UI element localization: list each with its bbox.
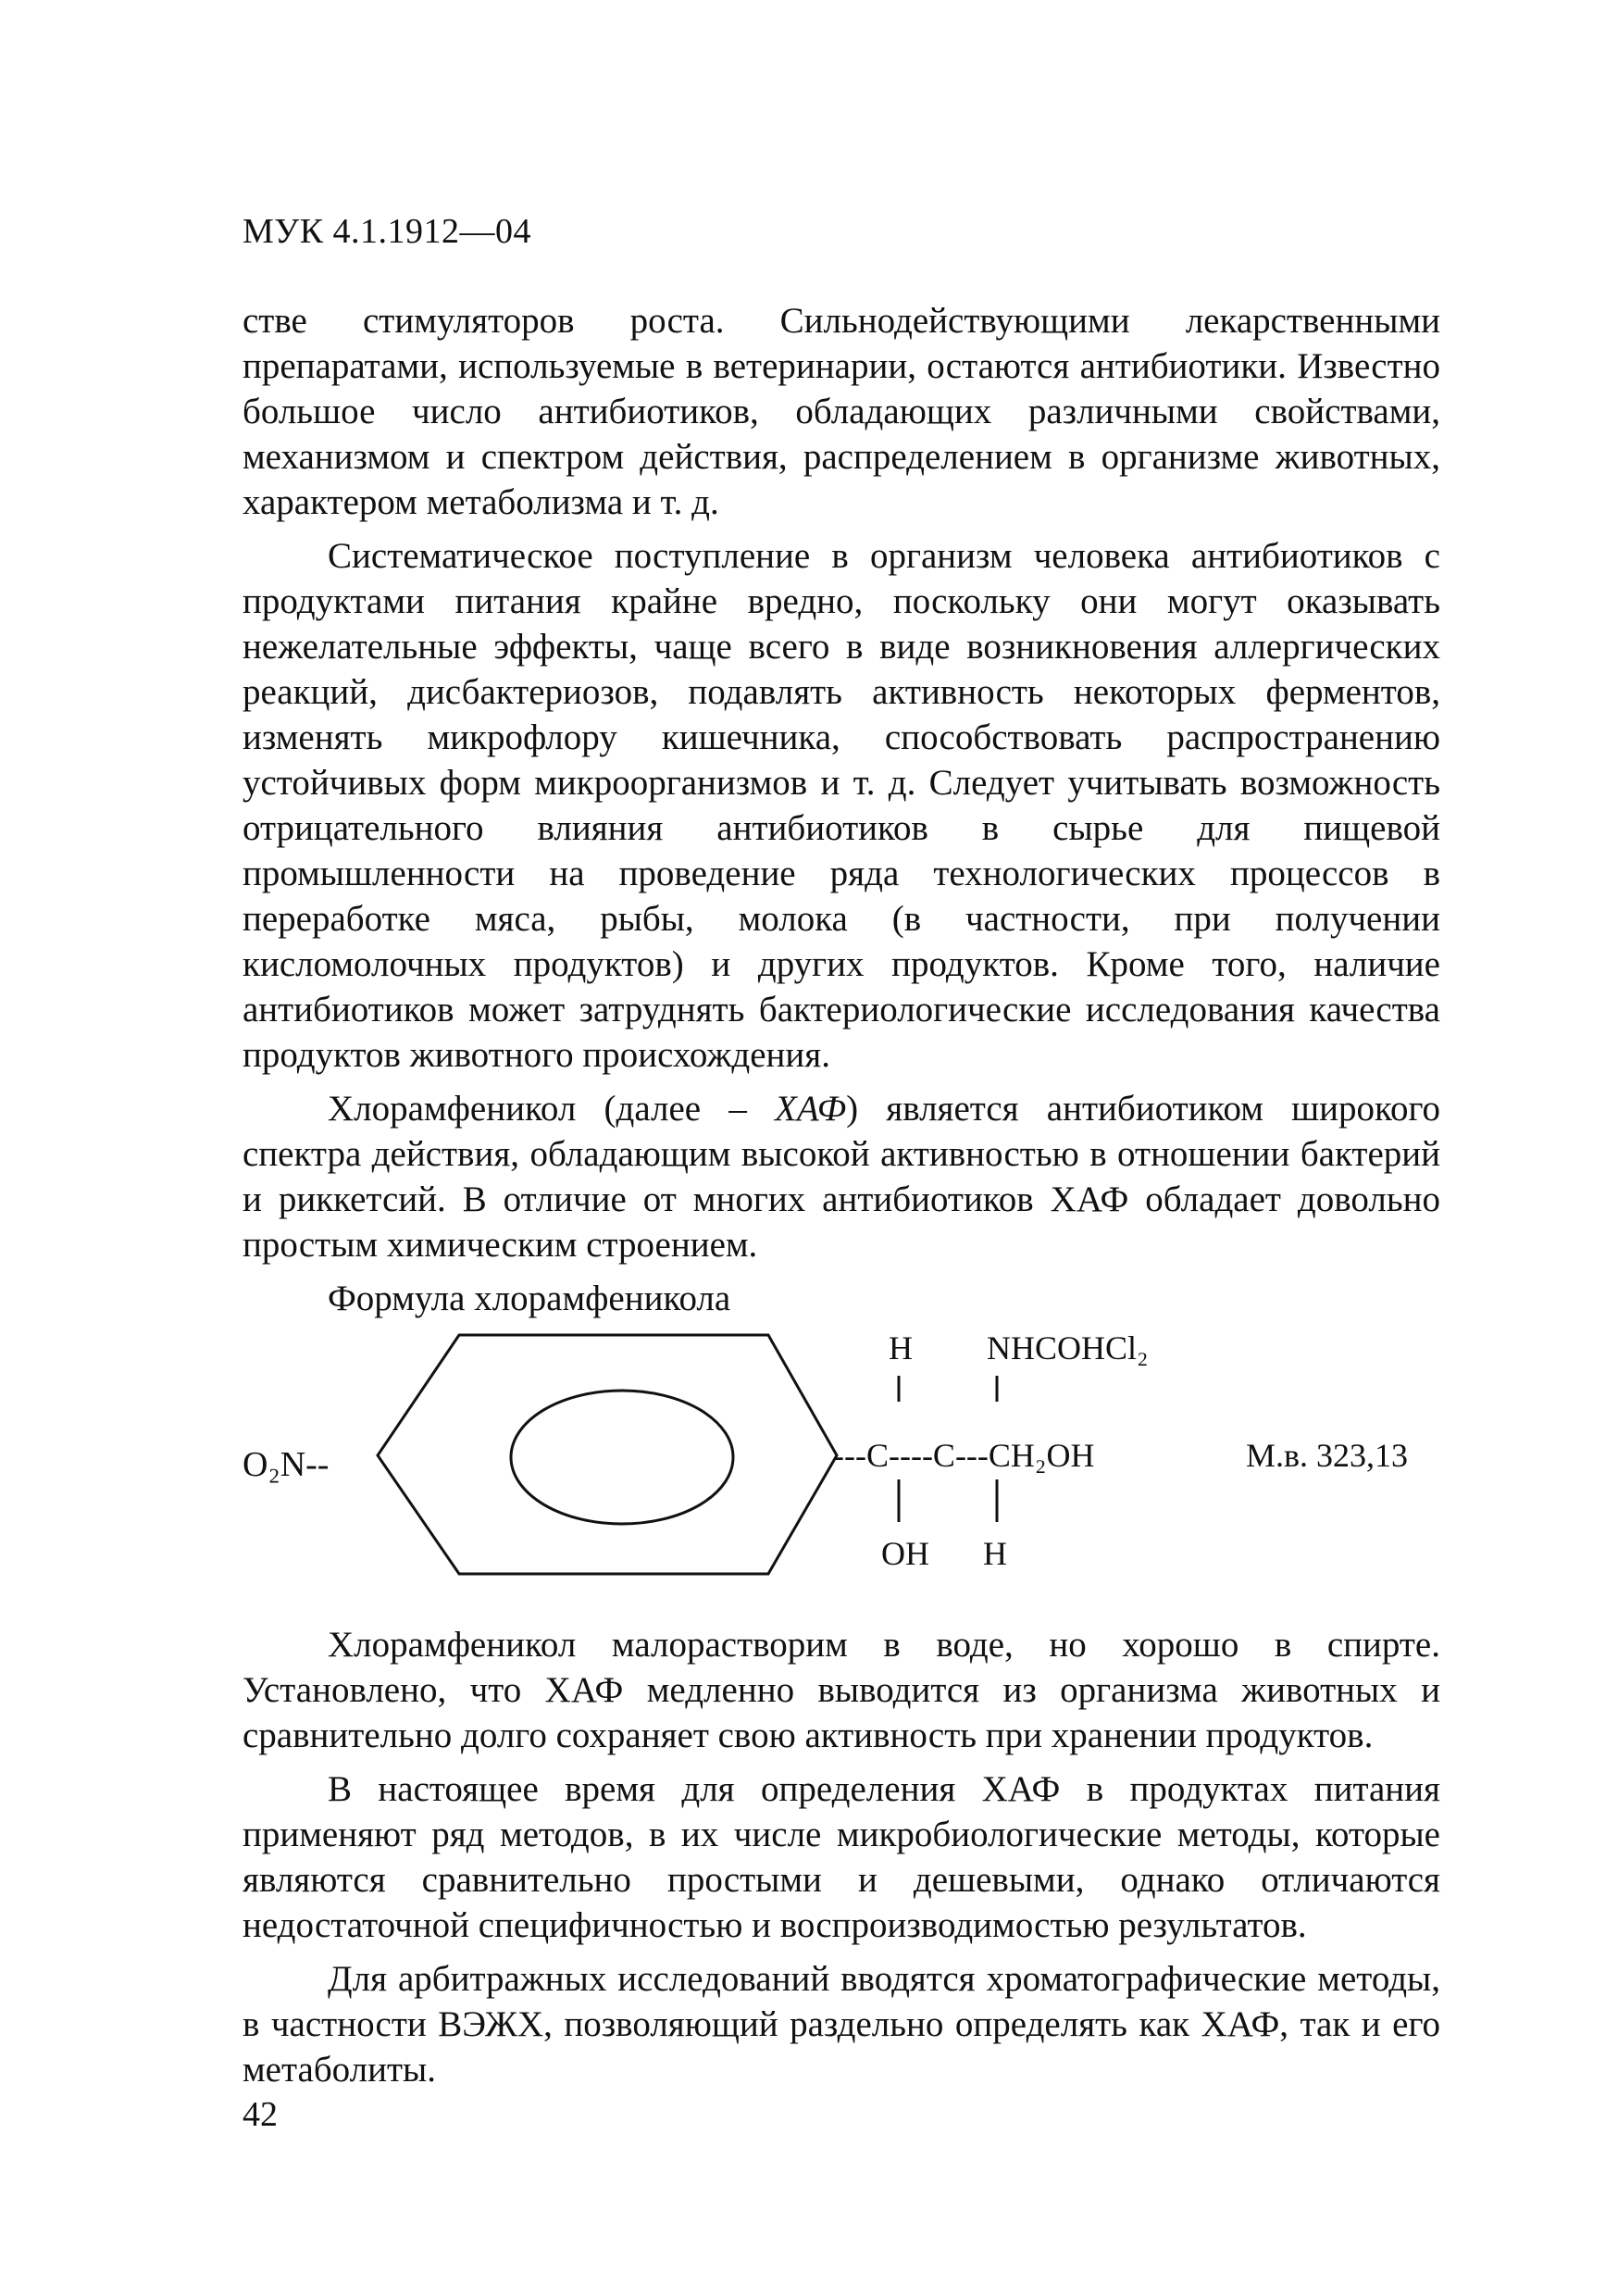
hap-abbreviation: ХАФ [775, 1089, 847, 1129]
paragraph-solubility: Хлорамфеникол малорастворим в воде, но хорошо в спирте. Установлено, что ХАФ медленно выводится из организма животных и сравнительно долго сохраняет свою активность при хранении продуктов. [243, 1625, 1440, 1755]
chloramphenicol-structural-formula [243, 1304, 1440, 1609]
formula-main-chain: ---C----C---CH₂OH [833, 1437, 1095, 1474]
paragraph-systematic-intake: Систематическое поступление в организм человека антибиотиков с продуктами питания крайне вредно, поскольку они могут оказывать нежелательные эффекты, чаще всего в виде возникновения аллергических реакций, дисбактериозов, подавлять активность некоторых ферментов, изменять микрофлору кишечника, способствовать распространению устойчивых форм микроорганизмов и т. д. Следует учитывать возможность отрицательного влияния антибиотиков в сырье для пищевой промышленности на проведение ряда технологических процессов в переработке мяса, рыбы, молока (в частности, при получении кисломолочных продуктов) и других продуктов. Кроме того, наличие антибиотиков может затруднять бактериологические исследования качества продуктов животного происхождения. [243, 536, 1440, 1075]
aromatic-ring-circle [511, 1391, 733, 1524]
formula-bottom-oh: OH [881, 1535, 929, 1572]
paragraph-chloramphenicol-intro [243, 1086, 1440, 1267]
formula-top-h: H [889, 1329, 913, 1366]
document-code-header: МУК 4.1.1912—04 [243, 212, 532, 251]
formula-top-substituent: NHCOHCl₂ [987, 1329, 1149, 1366]
formula-drawing [243, 1304, 1440, 1609]
formula-bottom-h: H [983, 1535, 1007, 1572]
paragraph-arbitration-methods: Для арбитражных исследований вводятся хроматографические методы, в частности ВЭЖХ, позволяющий раздельно определять как ХАФ, так и его метаболиты. [243, 1959, 1440, 2090]
intro-text-block [243, 298, 1440, 1329]
following-text-block [243, 1622, 1440, 2101]
molecular-weight: М.в. 323,13 [1246, 1437, 1409, 1474]
nitro-group-label: O₂N-- [243, 1445, 330, 1484]
benzene-ring-hexagon [378, 1335, 837, 1574]
hap-text-after: ) является антибиотиком широкого спектра действия, обладающим высокой активностью в отношении бактерий и риккетсий. В отличие от многих антибиотиков ХАФ обладает довольно простым химическим строением. [243, 1089, 1440, 1265]
paragraph-detection-methods: В настоящее время для определения ХАФ в продуктах питания применяют ряд методов, в их числе микробиологические методы, которые являются сравнительно простыми и дешевыми, однако отличаются недостаточной специфичностью и воспроизводимостью результатов. [243, 1769, 1440, 1945]
formula-caption: Формула хлорамфеникола [328, 1279, 731, 1318]
paragraph-continued: стве стимуляторов роста. Сильнодействующими лекарственными препаратами, используемые в ветеринарии, остаются антибиотики. Известно большое число антибиотиков, обладающих различными свойствами, механизмом и спектром действия, распределением в организме животных, характером метаболизма и т. д. [243, 301, 1440, 522]
hap-text-before: Хлорамфеникол (далее – [328, 1089, 776, 1129]
page-number: 42 [243, 2095, 278, 2134]
